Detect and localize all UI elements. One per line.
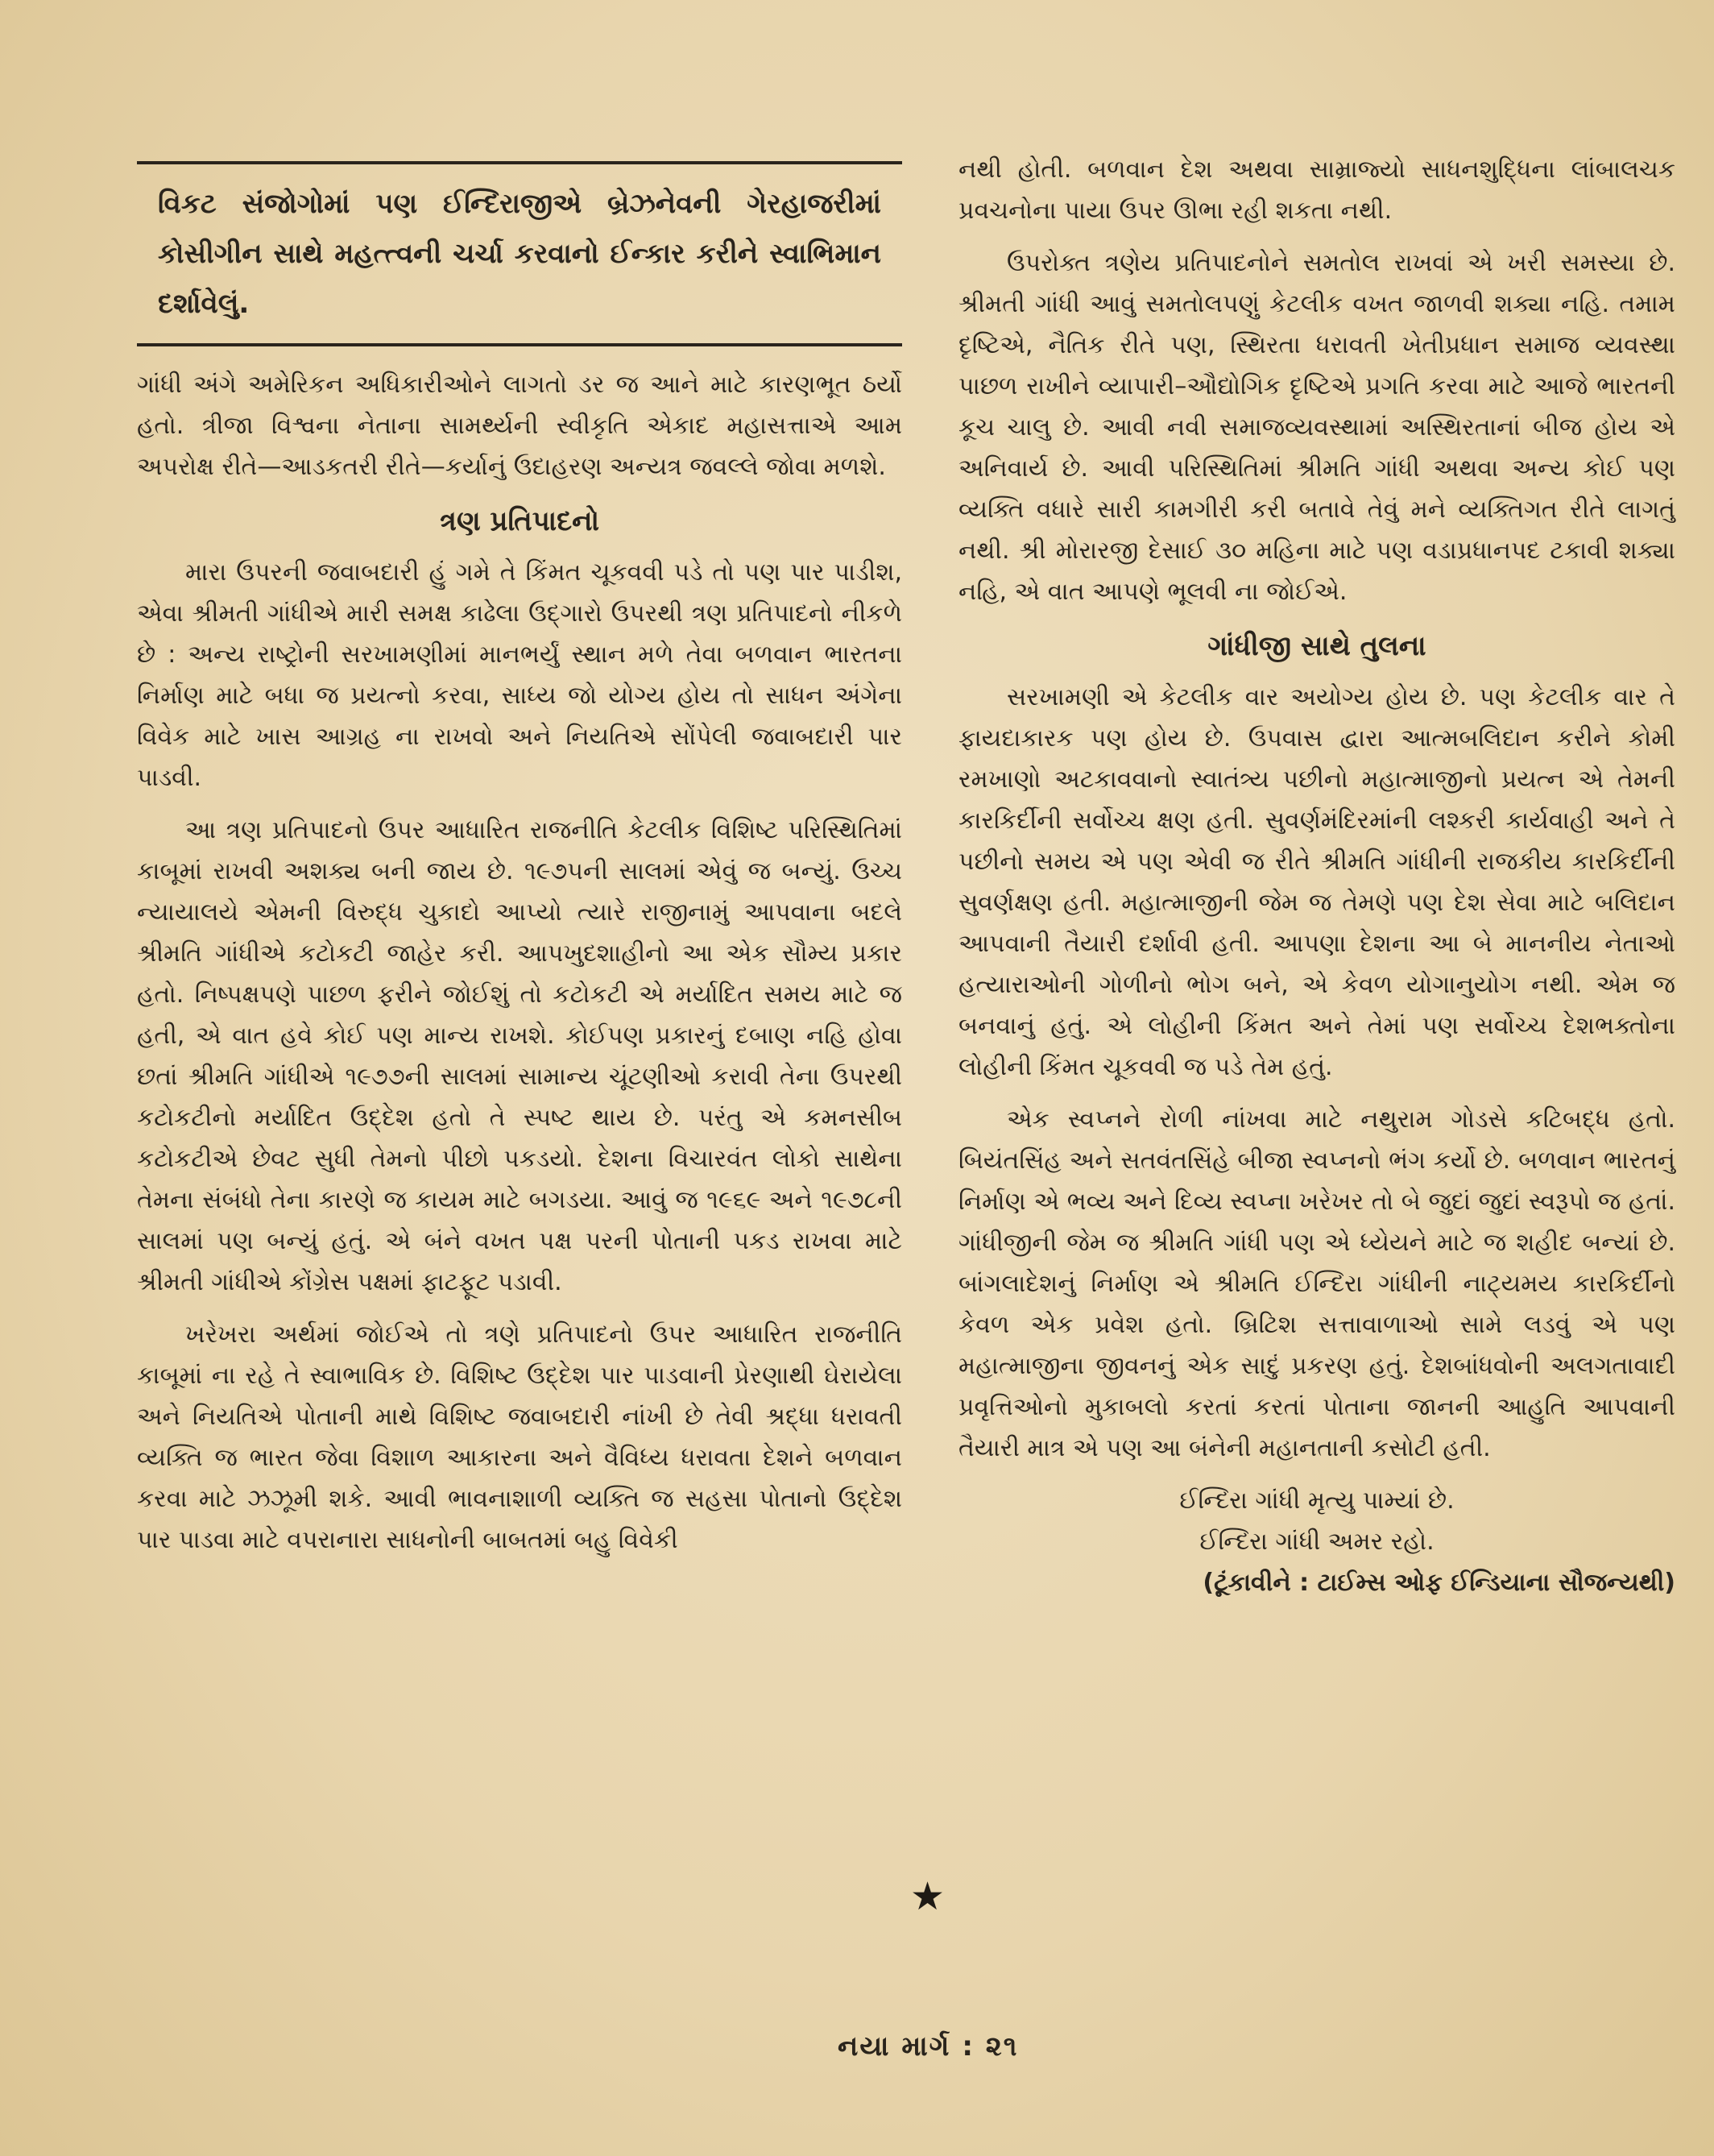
paragraph: નથી હોતી. બળવાન દેશ અથવા સામ્રાજ્યો સાધનશુદ્ધિના લાંબાલચક પ્રવચનોના પાયા ઉપર ઊભા રહી શકતા નથી. xyxy=(958,155,1675,225)
section-heading: ત્રણ પ્રતિપાદનો xyxy=(440,505,599,537)
source-credit: (ટૂંકાવીને : ટાઈમ્સ ઓફ ઈન્ડિયાના સૌજન્યથી) xyxy=(1203,1569,1675,1597)
paragraph: એક સ્વપ્નને રોળી નાંખવા માટે નથુરામ ગોડસે કટિબદ્ધ હતો. બિયંતસિંહ અને સતવંતસિંહે બીજા સ્વપ્નનો ભંગ કર્યો છે. બળવાન ભારતનું નિર્માણ એ ભવ્ય અને દિવ્ય સ્વપ્ના ખરેખર તો બે જુદાં જુદાં સ્વરૂપો જ હતાં. ગાંધીજીની જેમ જ શ્રીમતિ ગાંધી પણ એ ધ્યેયને માટે જ શહીદ બન્યાં છે. બાંગલાદેશનું નિર્માણ એ શ્રીમતિ ઈન્દિરા ગાંધીની નાટ્યમય કારકિર્દીનો કેવળ એક પ્રવેશ હતો. બ્રિટિશ સત્તાવાળાઓ સામે લડવું એ પણ મહાત્માજીના જીવનનું એક સાદું પ્રકરણ હતું. દેશબાંધવોની અલગતાવાદી પ્રવૃત્તિઓનો મુકાબલો કરતાં કરતાં પોતાના જાનની આહુતિ આપવાની તૈયારી માત્ર એ પણ આ બંનેની મહાનતાની કસોટી હતી. xyxy=(958,1105,1675,1462)
paragraph: આ ત્રણ પ્રતિપાદનો ઉપર આધારિત રાજનીતિ કેટલીક વિશિષ્ટ પરિસ્થિતિમાં કાબૂમાં રાખવી અશક્ય બની જાય છે. ૧૯૭૫ની સાલમાં એવું જ બન્યું. ઉચ્ચ ન્યાયાલયે એમની વિરુદ્ધ ચુકાદો આપ્યો ત્યારે રાજીનામું આપવાના બદલે શ્રીમતિ ગાંધીએ કટોકટી જાહેર કરી. આપખુદશાહીનો આ એક સૌમ્ય પ્રકાર હતો. નિષ્પક્ષપણે પાછળ ફરીને જોઈશું તો કટોકટી એ મર્યાદિત સમય માટે જ હતી, એ વાત હવે કોઈ પણ માન્ય રાખશે. કોઈપણ પ્રકારનું દબાણ નહિ હોવા છતાં શ્રીમતિ ગાંધીએ ૧૯૭૭ની સાલમાં સામાન્ય ચૂંટણીઓ કરાવી તેના ઉપરથી કટોકટીનો મર્યાદિત ઉદ્દેશ હતો તે સ્પષ્ટ થાય છે. પરંતુ એ કમનસીબ કટોકટીએ છેવટ સુધી તેમનો પીછો પકડયો. દેશના વિચારવંત લોકો સાથેના તેમના સંબંધો તેના કારણે જ કાયમ માટે બગડયા. આવું જ ૧૯૬૯ અને ૧૯૭૮ની સાલમાં પણ બન્યું હતું. એ બંને વખત પક્ષ પરની પોતાની પકડ રાખવા માટે શ્રીમતી ગાંધીએ કોંગ્રેસ પક્ષમાં ફાટફૂટ પડાવી. xyxy=(137,816,902,1296)
pull-quote: વિકટ સંજોગોમાં પણ ઈન્દિરાજીએ બ્રેઝનેવની ગેરહાજરીમાં કોસીગીન સાથે મહત્ત્વની ચર્ચા કરવાનો ઈન્કાર કરીને સ્વાભિમાન દર્શાવેલું. xyxy=(137,161,902,346)
section-heading: ગાંધીજી સાથે તુલના xyxy=(1207,630,1426,662)
left-column xyxy=(137,149,902,1572)
paragraph: ઉપરોક્ત ત્રણેય પ્રતિપાદનોને સમતોલ રાખવાં એ ખરી સમસ્યા છે. શ્રીમતી ગાંધી આવું સમતોલપણું કેટલીક વખત જાળવી શક્યા નહિ. તમામ દૃષ્ટિએ, નૈતિક રીતે પણ, સ્થિરતા ધરાવતી ખેતીપ્રધાન સમાજ વ્યવસ્થા પાછળ રાખીને વ્યાપારી–ઔદ્યોગિક દૃષ્ટિએ પ્રગતિ કરવા માટે આજે ભારતની કૂચ ચાલુ છે. આવી નવી સમાજવ્યવસ્થામાં અસ્થિરતાનાં બીજ હોય એ અનિવાર્ય છે. આવી પરિસ્થિતિમાં શ્રીમતિ ગાંધી અથવા અન્ય કોઈ પણ વ્યક્તિ વધારે સારી કામગીરી કરી બતાવે તેવું મને વ્યક્તિગત રીતે લાગતું નથી. શ્રી મોરારજી દેસાઈ ૩૦ મહિના માટે પણ વડાપ્રધાનપદ ટકાવી શક્યા નહિ, એ વાત આપણે ભૂલવી ના જોઈએ. xyxy=(958,249,1675,606)
paragraph: મારા ઉપરની જવાબદારી હું ગમે તે કિંમત ચૂકવવી પડે તો પણ પાર પાડીશ, એવા શ્રીમતી ગાંધીએ મારી સમક્ષ કાઢેલા ઉદ્ગારો ઉપરથી ત્રણ પ્રતિપાદનો નીકળે છે : અન્ય રાષ્ટ્રોની સરખામણીમાં માનભર્યું સ્થાન મળે તેવા બળવાન ભારતના નિર્માણ માટે બધા જ પ્રયત્નો કરવા, સાધ્ય જો યોગ્ય હોય તો સાધન અંગેના વિવેક માટે ખાસ આગ્રહ ના રાખવો અને નિયતિએ સોંપેલી જવાબદારી પાર પાડવી. xyxy=(137,558,902,792)
closing-line: ઈન્દિરા ગાંધી અમર રહો. xyxy=(1199,1528,1435,1556)
paragraph: સરખામણી એ કેટલીક વાર અયોગ્ય હોય છે. પણ કેટલીક વાર તે ફાયદાકારક પણ હોય છે. ઉપવાસ દ્વારા આત્મબલિદાન કરીને કોમી રમખાણો અટકાવવાનો સ્વાતંત્ર્ય પછીનો મહાત્માજીનો પ્રયત્ન એ તેમની કારકિર્દીની સર્વોચ્ચ ક્ષણ હતી. સુવર્ણમંદિરમાંની લશ્કરી કાર્યવાહી અને તે પછીનો સમય એ પણ એવી જ રીતે શ્રીમતિ ગાંધીની રાજકીય કારકિર્દીની સુવર્ણક્ષણ હતી. મહાત્માજીની જેમ જ તેમણે પણ દેશ સેવા માટે બલિદાન આપવાની તૈયારી દર્શાવી હતી. આપણા દેશના આ બે માનનીય નેતાઓ હત્યારાઓની ગોળીનો ભોગ બને, એ કેવળ યોગાનુયોગ નથી. એમ જ બનવાનું હતું. એ લોહીની કિંમત અને તેમાં પણ સર્વોચ્ચ દેશભક્તોના લોહીની કિંમત ચૂકવવી જ પડે તેમ હતું. xyxy=(958,683,1675,1081)
star-ornament-icon: ★ xyxy=(910,1874,946,1919)
closing-line: ઈન્દિરા ગાંધી મૃત્યુ પામ્યાં છે. xyxy=(1179,1486,1455,1515)
page-footer: નયા માર્ગ : ૨૧ xyxy=(838,2030,1019,2063)
paragraph: ખરેખરા અર્થમાં જોઈએ તો ત્રણે પ્રતિપાદનો ઉપર આધારિત રાજનીતિ કાબૂમાં ના રહે તે સ્વાભાવિક છે. વિશિષ્ટ ઉદ્દેશ પાર પાડવાની પ્રેરણાથી ઘેરાયેલા અને નિયતિએ પોતાની માથે વિશિષ્ટ જવાબદારી નાંખી છે તેવી શ્રદ્ધા ધરાવતી વ્યક્તિ જ ભારત જેવા વિશાળ આકારના અને વૈવિધ્ય ધરાવતા દેશને બળવાન કરવા માટે ઝઝૂમી શકે. આવી ભાવનાશાળી વ્યક્તિ જ સહસા પોતાનો ઉદ્દેશ પાર પાડવા માટે વપરાનારા સાધનોની બાબતમાં બહુ વિવેકી xyxy=(137,1321,902,1554)
paragraph: ગાંધી અંગે અમેરિકન અધિકારીઓને લાગતો ડર જ આને માટે કારણભૂત ઠર્યો હતો. ત્રીજા વિશ્વના નેતાના સામર્થ્યની સ્વીકૃતિ એકાદ મહાસત્તાએ આમ અપરોક્ષ રીતે—આડકતરી રીતે—કર્યાનું ઉદાહરણ અન્યત્ર જવલ્લે જોવા મળશે. xyxy=(137,371,902,481)
right-column xyxy=(958,149,1675,1603)
